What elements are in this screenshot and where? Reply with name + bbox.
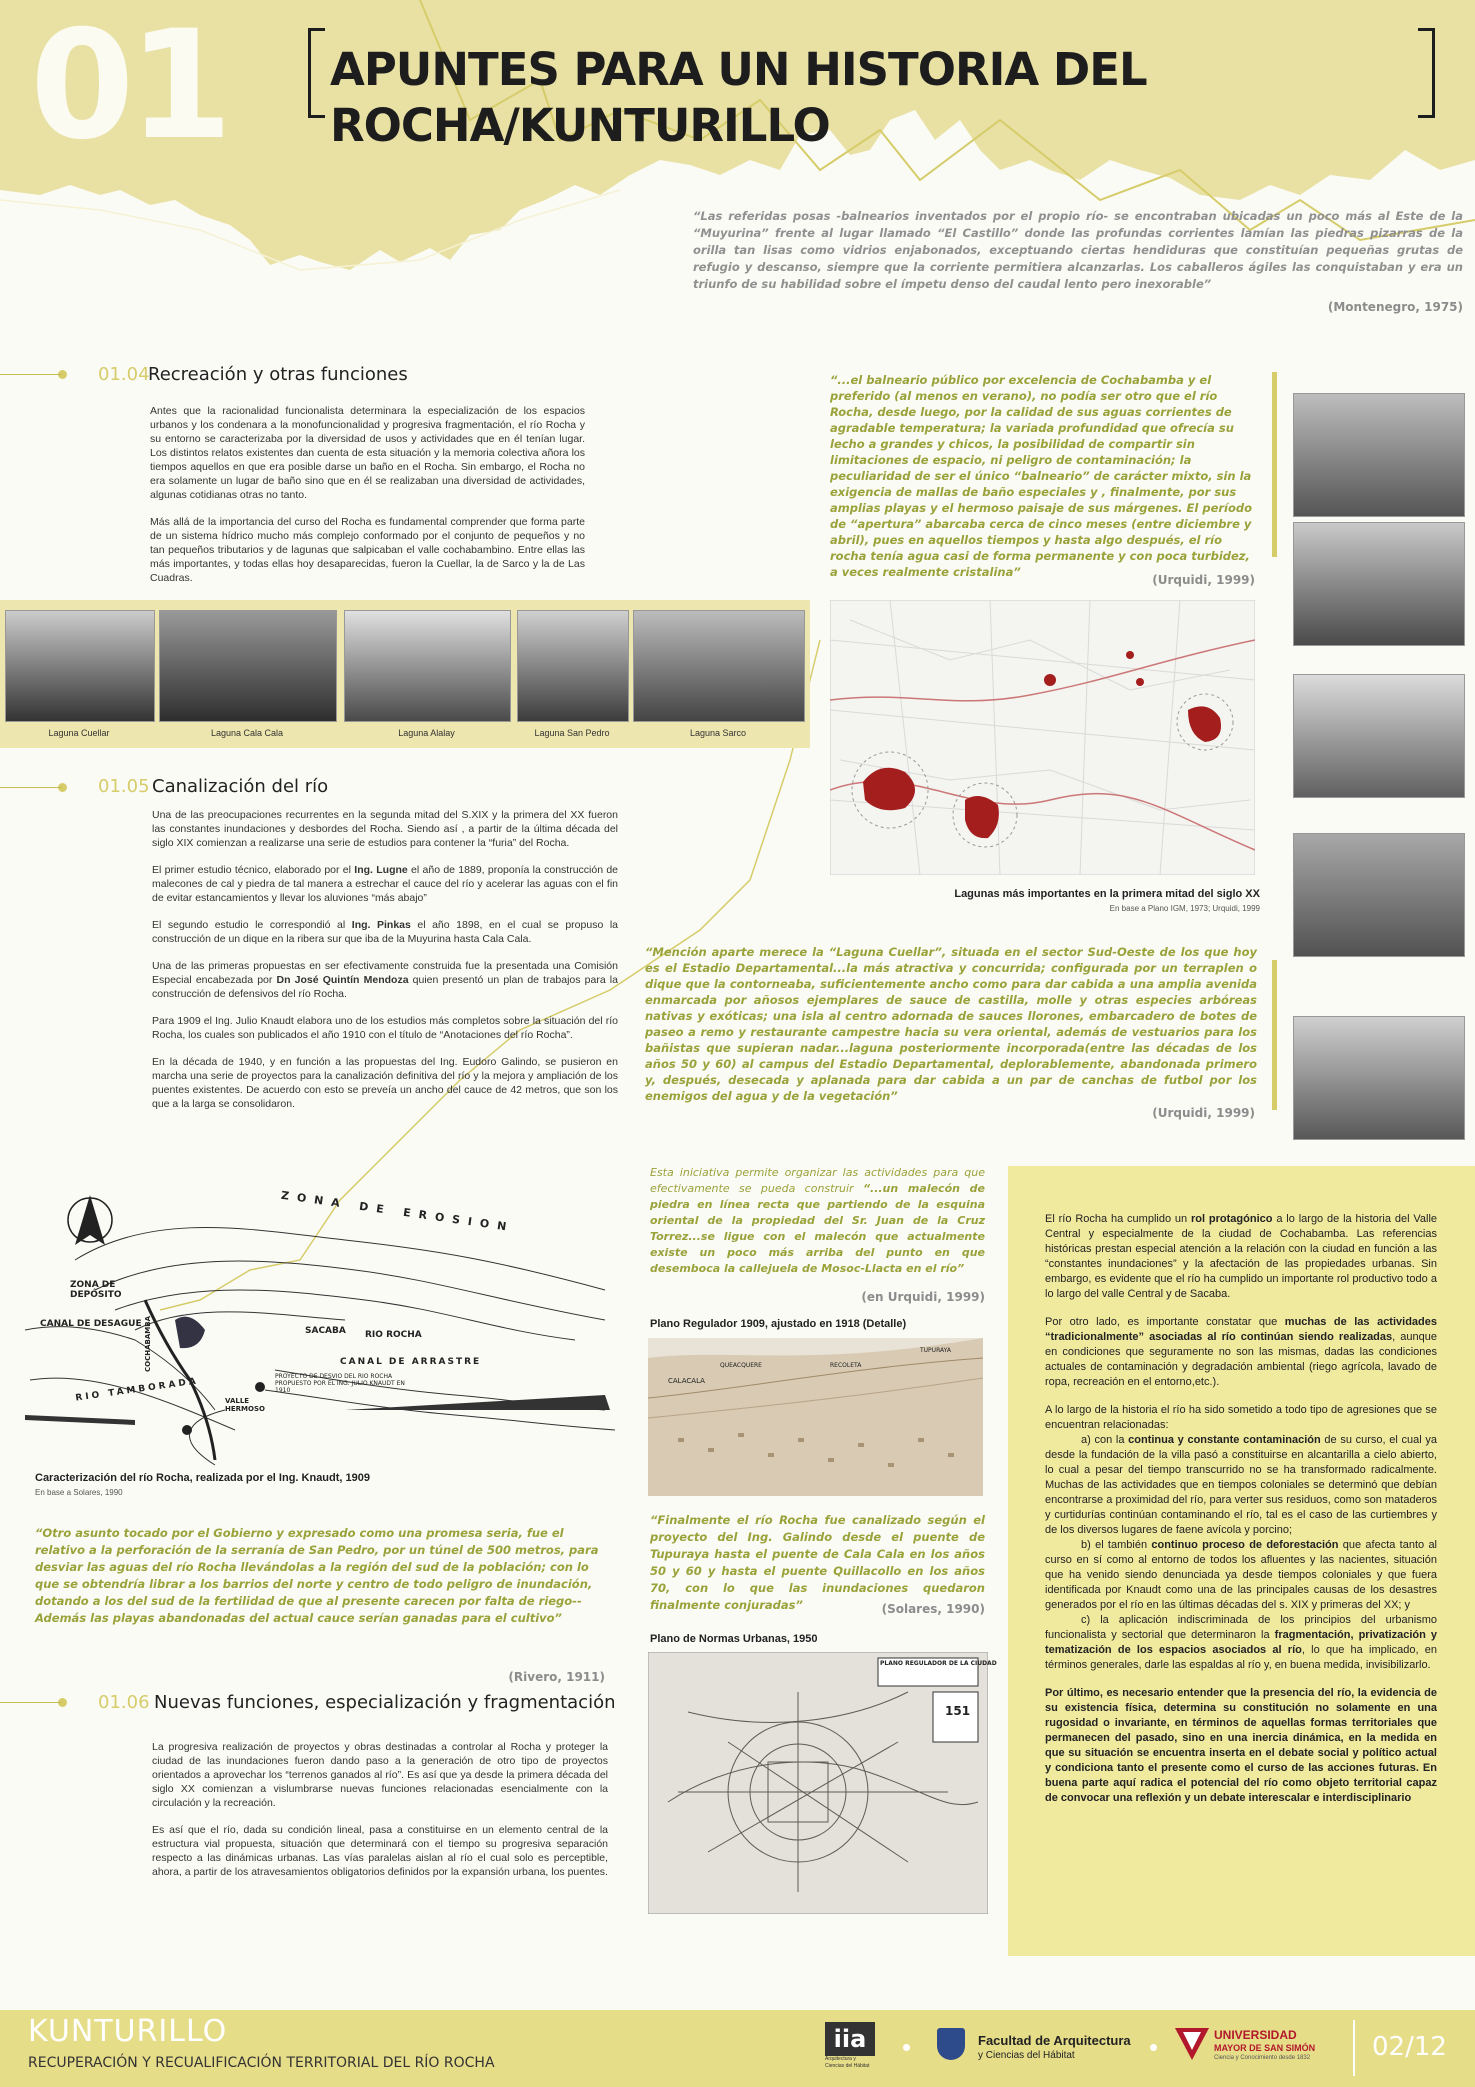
summary-text (1045, 1212, 1437, 1819)
balneario-photo (1293, 1016, 1465, 1140)
umss-sub: MAYOR DE SAN SIMÓN (1214, 2043, 1316, 2053)
iniciativa-quote: Esta iniciativa permite organizar las actividades para que efectivamente se pueda construir “...un malecón de piedra en línea recta que partiendo de la esquina oriental de la propiedad del Sr. Juan de la Cruz Torrez...se ligue con el malecón que actualmente existe un poco más arriba del punto en que desemboca la callejuela de Mosoc-Llacta en el río” (650, 1166, 985, 1275)
paragraph: Por otro lado, es importante constatar que muchas de las actividades “tradicionalmente” asociadas al río continúan siendo realizadas, aunque en condiciones que seguramente no son las mismas, dadas las condiciones actuales de contaminación y degradación ambiental (riego agrícola, lavado de ropa, recreación en el entorno,etc.). (1045, 1316, 1437, 1388)
map-label: RECOLETA (830, 1362, 862, 1369)
laguna-sanpedro-photo (517, 610, 629, 722)
plano-1950-map (648, 1652, 988, 1914)
map-label: VALLE HERMOSO (225, 1397, 265, 1413)
urquidi-quote-2: “Mención aparte merece la “Laguna Cuellar”, situada en el sector Sud-Oeste de los que hoy es el Estadio Departamental...la más atractiva y concurrida; configurada por un terraplen o dique que la contorneaba, suficientemente ancho como para dar cabida a una amplia avenida enmarcada por añosos ejemplares de sauce de castilla, molle y otras especies arbóreas nativas y exóticas; una isla al centro adornada de sauces llorones, embarcadero de botes de paseo a remo y restaurante campestre hacia su vera oriental, además de vestuarios para los bañistas que supieran nadar...laguna posteriormente incorporada(entre las décadas de los años 50 y 60) al campus del Estadio Departamental, deplorablemente, abandonada primero y, después, desecada y aplanada para dar cabida a un par de canchas de futbol por los enemigos del agua y de la vegetación” (645, 945, 1257, 1103)
laguna-caption: Laguna Sarco (689, 728, 747, 738)
rivero-cite: (Rivero, 1911) (508, 1670, 605, 1684)
section-105-body (152, 808, 618, 1124)
iia-logo (825, 2022, 875, 2074)
iia-logo-text: Arquitectura y Ciencias del Hábitat (825, 2056, 870, 2069)
section-number-106: 01.06 (98, 1692, 150, 1713)
separator-dot (1150, 2044, 1157, 2051)
paragraph: Una de las preocupaciones recurrentes en la segunda mitad del S.XIX y la primera del XX fueron las constantes inundaciones y desbordes del Rocha. Siendo así , a partir de la última década del siglo XIX comienzan a realizarse una serie de estudios para contener la “furia” del Rocha. (152, 809, 618, 849)
rivero-quote: “Otro asunto tocado por el Gobierno y expresado como una promesa seria, fue el relativo a la perforación de la serranía de San Pedro, por un túnel de 500 metros, para desviar las aguas del río Rocha llevándolas a la región del sud de la población; con lo que se obtendría librar a los barrios del norte y centro de todo peligro de inundación, dotando a los del sud de la fertilidad de que al presente carecen por falta de riego--Además las playas abandonadas del actual cauce serían ganadas para el cultivo” (35, 1526, 599, 1625)
map-label: 151 (945, 1704, 971, 1718)
paragraph: El primer estudio técnico, elaborado por el Ing. Lugne el año de 1889, proponía la construcción de malecones de cal y piedra de tal manera a estrechar el cauce del río y acelerar las aguas con el fin de evitar estancamientos y llevar los aluviones “más abajo” (152, 864, 619, 904)
montenegro-quote: “Las referidas posas -balnearios inventados por el propio río- se encontraban ubicadas un poco más al Este de la “Muyurina” frente al lugar llamado “El Castillo” donde las profundas corrientes lamían las piedras pizarras de la orilla tan lisas como vidrios enjabonados, exceptuando ciertas hendiduras que constituían pequeñas grutas de refugio y descanso, siempre que la corriente permitiera alcanzarlas. Los caballeros ágiles las conquistaban y era un triunfo de su habilidad sobre el ímpetu denso del caudal lento pero inexorable” (693, 209, 1463, 291)
solares-cite: (Solares, 1990) (881, 1602, 985, 1616)
iniciativa-cite: (en Urquidi, 1999) (861, 1290, 985, 1304)
laguna-caption: Laguna Alalay (398, 728, 455, 738)
laguna-sarco-photo (633, 610, 805, 722)
footer-subtitle: RECUPERACIÓN Y RECUALIFICACIÓN TERRITORIAL DEL RÍO ROCHA (28, 2055, 495, 2071)
lagunas-map-caption: Lagunas más importantes en la primera mitad del siglo XX (954, 888, 1260, 900)
paragraph: La progresiva realización de proyectos y obras destinadas a controlar al Rocha y proteger la ciudad de las inundaciones fueron dando paso a la generación de otro tipo de proyectos orientados a aprovechar los “terrenos ganados al río”. Es así que ya desde la primera década del siglo XX comienzan a vislumbrarse nuevas funciones relacionadas esencialmente con la circulación y la recreación. (152, 1741, 608, 1809)
laguna-caption: Laguna San Pedro (534, 728, 610, 738)
map-label: PLANO REGULADOR DE LA CIUDAD (880, 1660, 997, 1667)
laguna-cuellar-photo (5, 610, 155, 722)
footer-title: KUNTURILLO (28, 2014, 228, 2049)
page-number: 02/12 (1372, 2032, 1447, 2062)
section-divider (0, 1702, 62, 1703)
map-label: ZONA DE DEPÓSITO (70, 1280, 122, 1300)
plano-1950-title: Plano de Normas Urbanas, 1950 (650, 1633, 818, 1645)
paragraph: El segundo estudio le correspondió al Ing. Pinkas el año 1898, en el cual se propuso la construcción de un dique en la ribera sur que iba de la Muyurina hasta Cala Cala. (152, 919, 618, 945)
knaudt-map-source: En base a Solares, 1990 (35, 1488, 123, 1497)
quote-bar (1272, 960, 1277, 1110)
paragraph: En la década de 1940, y en función a las propuestas del Ing. Eudoro Galindo, se pusieron en marcha una serie de proyectos para la canalización definitiva del río y la mejora y ampliación de los puentes existentes. De acuerdo con esto se preveía un ancho del cauce de 42 metros, que son los que a la larga se consolidaron. (152, 1056, 618, 1110)
faculty-logo-sub: y Ciencias del Hábitat (978, 2050, 1075, 2061)
paragraph: Para 1909 el Ing. Julio Knaudt elabora uno de los estudios más completos sobre la situación del río Rocha, los cuales son publicados el año 1910 con el título de “Anotaciones del río Rocha”. (152, 1015, 618, 1041)
lagunas-map-source: En base a Plano IGM, 1973; Urquidi, 1999 (1109, 904, 1260, 913)
section-number-105: 01.05 (98, 776, 150, 797)
balneario-photo (1293, 393, 1465, 517)
paragraph: c) la aplicación indiscriminada de los principios del urbanismo funcionalista y sectorial que determinaron la fragmentación, privatización y tematización de los espacios asociados al río, lo que ha implicado, en términos generales, darle las espaldas al río y, en buena medida, invisibilizarlo. (1045, 1614, 1437, 1671)
paragraph: a) con la continua y constante contaminación de su curso, el cual ya desde la fundación de la villa pasó a constituirse en alcantarilla a cielo abierto, lo cual a pesar del tiempo transcurrido no se ha transformado radicalmente. Muchas de las actividades que en tiempos coloniales se determinó que debían encontrarse a proximidad del río, para verter sus residuos, como son mataderos y curtidurías continúan contaminando el río, tal es el caso de las curtiembres y de los diversos lugares de faene avícola y porcino; (1045, 1434, 1437, 1536)
urquidi-cite-2: (Urquidi, 1999) (1152, 1106, 1255, 1120)
map-label: RIO TAMBORADA (74, 1376, 200, 1404)
iia-logo-mark: iia (825, 2022, 875, 2056)
map-label: SACABA (305, 1326, 346, 1336)
laguna-caption: Laguna Cuellar (48, 728, 110, 738)
map-label: CANAL DE DESAGUE (40, 1319, 142, 1329)
section-104-body (150, 404, 585, 598)
laguna-calacala-photo (159, 610, 337, 722)
umss-crest-icon (1175, 2026, 1209, 2060)
lagunas-map (830, 600, 1255, 875)
balneario-photo (1293, 522, 1465, 646)
urquidi-cite-1: (Urquidi, 1999) (1152, 573, 1255, 587)
plano-1909-title: Plano Regulador 1909, ajustado en 1918 (Detalle) (650, 1318, 907, 1330)
laguna-caption: Laguna Cala Cala (210, 728, 284, 738)
faculty-logo-title: Facultad de Arquitectura (978, 2033, 1131, 2048)
map-label: QUEACQUERE (720, 1362, 762, 1369)
knaudt-map-caption: Caracterización del río Rocha, realizada por el Ing. Knaudt, 1909 (35, 1472, 370, 1484)
umss-title: UNIVERSIDAD (1214, 2028, 1297, 2042)
section-divider (0, 374, 62, 375)
paragraph: Una de las primeras propuestas en ser efectivamente construida fue la presentada una Comisión Especial encabezada por Dn José Quintín Mendoza quien presentó un plan de trabajos para la construcción de defensivos del río Rocha. (152, 960, 618, 1000)
section-number: 01 (30, 0, 227, 173)
separator-dot (903, 2044, 910, 2051)
map-label: CALACALA (668, 1377, 705, 1385)
section-number-104: 01.04 (98, 364, 150, 385)
map-label: COCHABAMBA (143, 1316, 152, 1372)
section-title-106: Nuevas funciones, especialización y fragmentación (154, 1692, 616, 1713)
paragraph: Antes que la racionalidad funcionalista determinara la especialización de los espacios urbanos y los condenara a la monofuncionalidad y progresiva fragmentación, el río Rocha y su entorno se caracterizaba por la diversidad de usos y actividades que en él tenían lugar. Los distintos relatos existentes dan cuenta de esta situación y la memoria colectiva añora los tiempos aquellos en que era posible darse un baño en el Rocha. Sin embargo, el Rocha no era solamente un lugar de baño sino que en él se realizaban una diversidad de actividades, algunas cotidianas otras no tanto. (150, 405, 585, 501)
faculty-shield-icon (937, 2028, 965, 2060)
footer-divider (1353, 2020, 1355, 2076)
map-label: PROYECTO DE DESVIO DEL RIO ROCHA PROPUESTO POR EL ING. JULIO KNAUDT EN 1910 (275, 1373, 405, 1394)
map-label: ZONA DE EROSION (280, 1188, 516, 1235)
map-label: RIO ROCHA (365, 1330, 422, 1340)
urquidi-quote-1: “...el balneario público por excelencia de Cochabamba y el preferido (al menos en verano), no podía ser otro que el río Rocha, desde luego, por la calidad de sus aguas corrientes de agradable temperatura; la variada profundidad que ofrecía su lecho a grandes y chicos, la posibilidad de compartir sin limitaciones de espacio, ni peligro de contaminación; la peculiaridad de ser el único “balneario” de carácter mixto, sin la exigencia de mallas de baño especiales y , finalmente, por sus amplias playas y el hermoso paisaje de sus márgenes. El período de “apertura” abarcaba cerca de cinco meses (entre diciembre y abril), pues en aquellos tiempos y hasta algo después, el río rocha tenía agua casi de forma permanente y con poca turbidez, a veces realmente cristalina” (830, 373, 1253, 579)
page-title: APUNTES PARA UN HISTORIA DEL ROCHA/KUNTURILLO (330, 43, 1147, 152)
paragraph: El río Rocha ha cumplido un rol protagónico a lo largo de la historia del Valle Central y especialmente de la ciudad de Cochabamba. Las referencias históricas prestan especial atención a la relación con la ciudad en función a las “constantes inundaciones” y la afectación de las propiedades urbanas. Sin embargo, es evidente que el río ha cumplido un importante rol productivo todo a lo largo del valle Central y de Sacaba. (1045, 1213, 1438, 1300)
paragraph: A lo largo de la historia el río ha sido sometido a todo tipo de agresiones que se encuentran relacionadas: (1045, 1404, 1437, 1431)
montenegro-cite: (Montenegro, 1975) (1327, 300, 1463, 314)
paragraph: b) el también continuo proceso de deforestación que afecta tanto al curso en sí como al entorno de todos los afluentes y las nacientes, situación que ha venido siendo denunciada ya desde tiempos coloniales y que fuera identificada por Knaudt como una de las principales causas de los desastres generados por el río en las últimas décadas del s. XIX y primeras del XX; y (1045, 1539, 1438, 1611)
section-title-105: Canalización del río (152, 776, 329, 797)
paragraph: Por último, es necesario entender que la presencia del río, la evidencia de su existencia física, determina su constitución no solamente en una rugosidad o invariante, en términos de aquellas formas territoriales que permanecen del pasado, sino en una inercia dinámica, en la medida en que su situación se encuentra inserta en el debate social y político actual y condiciona tanto el presente como el curso de las acciones futuras. En buena parte aquí radica el potencial del río como objeto territorial capaz de convocar una reflexión y un debate interescalar e interdisciplinario (1045, 1687, 1437, 1804)
section-106-body (152, 1740, 608, 1892)
plano-1909-map (648, 1338, 983, 1496)
paragraph: Más allá de la importancia del curso del Rocha es fundamental comprender que forma parte de un sistema hídrico mucho más complejo conformado por el conjunto de pequeños y no tan pequeños tributarios y de lagunas que salpicaban el valle cochabambino. Entre ellas las más importantes, y todas ellas hoy desaparecidas, fueron la Cuellar, la de Sarco y la de Las Cuadras. (150, 516, 585, 584)
map-label: CANAL DE ARRASTRE (340, 1357, 482, 1367)
map-label: TUPURAYA (920, 1347, 951, 1354)
quote-bar (1272, 372, 1277, 557)
balneario-photo (1293, 833, 1465, 957)
balneario-photo (1293, 674, 1465, 798)
umss-motto: Ciencia y Conocimiento desde 1832 (1214, 2055, 1311, 2061)
solares-quote: “Finalmente el río Rocha fue canalizado según el proyecto del Ing. Galindo desde el puente de Tupuraya hasta el puente de Cala Cala en los años 50 y 60 y hasta el puente Quillacollo en los años 70, con lo que las inundaciones quedaron finalmente conjuradas” (650, 1513, 985, 1612)
section-title-104: Recreación y otras funciones (148, 364, 408, 385)
paragraph: Es así que el río, dada su condición lineal, pasa a constituirse en un elemento central de la estructura vial propuesta, situación que determinará con el tiempo su progresiva separación respecto a las dinámicas urbanas. Las vías paralelas aislan al río el cual solo es perceptible, ahora, a partir de los atravesamientos obligatorios definidos por la expansión urbana, los puentes. (152, 1824, 608, 1878)
laguna-alalay-photo (344, 610, 511, 722)
section-divider (0, 787, 62, 788)
